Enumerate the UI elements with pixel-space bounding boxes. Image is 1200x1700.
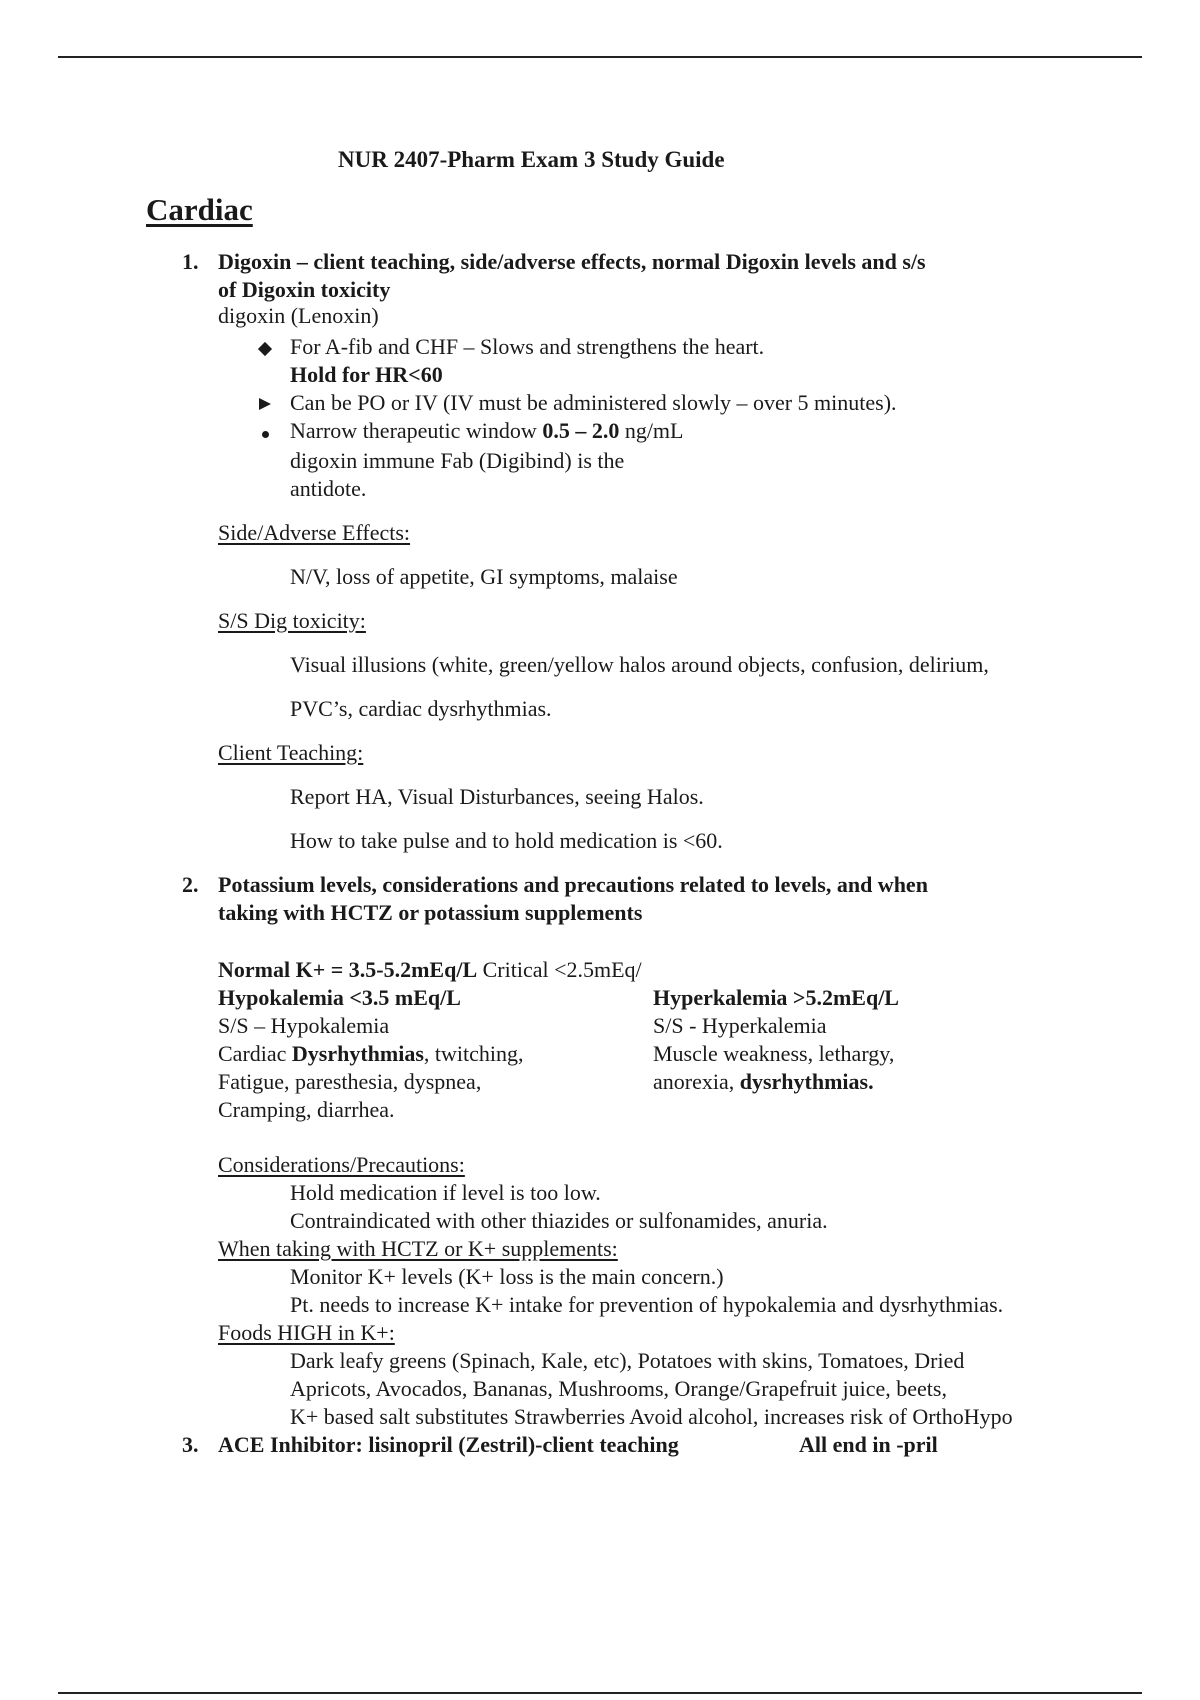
q2-hyper-ss: S/S - Hyperkalemia [653,1013,827,1038]
q2-heading-line1: Potassium levels, considerations and precautions related to levels, and when [218,872,928,897]
q2-foods-line3: K+ based salt substitutes Strawberries Avoid alcohol, increases risk of OrthoHypo [290,1404,1013,1429]
diamond-bullet-icon [252,333,278,361]
q2-hyper-line1: Muscle weakness, lethargy, [653,1041,895,1066]
q3-number: 3. [182,1432,199,1457]
q2-hypo-line1: Cardiac Dysrhythmias, twitching, [218,1041,524,1066]
q1-heading-line2: of Digoxin toxicity [218,277,391,302]
q2-hctz-line1: Monitor K+ levels (K+ loss is the main concern.) [290,1264,724,1289]
q1-teaching-line1: Report HA, Visual Disturbances, seeing Halos. [290,784,704,809]
q1-number: 1. [182,249,199,274]
q2-hypo-line2: Fatigue, paresthesia, dyspnea, [218,1069,482,1094]
q1-teaching-heading: Client Teaching: [218,740,364,765]
q1-toxicity-line2: PVC’s, cardiac dysrhythmias. [290,696,552,721]
section-title-cardiac: Cardiac [146,192,253,227]
q2-hctz-heading: When taking with HCTZ or K+ supplements: [218,1236,618,1261]
q2-normal-range: Normal K+ = 3.5-5.2mEq/L Critical <2.5mEq/ [218,957,642,982]
q2-hypo-ss: S/S – Hypokalemia [218,1013,390,1038]
dot-bullet-icon [252,417,278,445]
q3-note: All end in -pril [799,1432,938,1457]
q1-side-effects-text: N/V, loss of appetite, GI symptoms, malaise [290,564,678,589]
q2-hypo-title: Hypokalemia <3.5 mEq/L [218,985,461,1010]
q2-hctz-line2: Pt. needs to increase K+ intake for prevention of hypokalemia and dysrhythmias. [290,1292,1004,1317]
arrow-bullet-icon [252,389,278,417]
q2-foods-line1: Dark leafy greens (Spinach, Kale, etc), Potatoes with skins, Tomatoes, Dried [290,1348,965,1373]
q2-number: 2. [182,872,199,897]
q1-bullet3-line3: antidote. [290,476,367,501]
q2-foods-line2: Apricots, Avocados, Bananas, Mushrooms, Orange/Grapefruit juice, beets, [290,1376,947,1401]
q1-toxicity-heading: S/S Dig toxicity: [218,608,366,633]
q1-toxicity-line1: Visual illusions (white, green/yellow halos around objects, confusion, delirium, [290,652,989,677]
q1-side-effects-heading: Side/Adverse Effects: [218,520,411,545]
q1-bullet1-hold: Hold for HR<60 [290,362,443,387]
q1-teaching-line2: How to take pulse and to hold medication is <60. [290,828,723,853]
q2-considerations-line2: Contraindicated with other thiazides or sulfonamides, anuria. [290,1208,828,1233]
q1-drug-name: digoxin (Lenoxin) [218,303,379,328]
q2-hypo-line3: Cramping, diarrhea. [218,1097,395,1122]
q2-considerations-line1: Hold medication if level is too low. [290,1180,601,1205]
q2-hyper-line2: anorexia, dysrhythmias. [653,1069,874,1094]
q1-heading-line1: Digoxin – client teaching, side/adverse effects, normal Digoxin levels and s/s [218,249,926,274]
q2-heading-line2: taking with HCTZ or potassium supplements [218,900,643,925]
q1-bullet3-line1: Narrow therapeutic window 0.5 – 2.0 ng/mL [290,418,684,443]
q2-foods-heading: Foods HIGH in K+: [218,1320,395,1345]
q3-heading: ACE Inhibitor: lisinopril (Zestril)-client teaching [218,1432,679,1457]
document-title: NUR 2407-Pharm Exam 3 Study Guide [338,147,725,172]
q2-considerations-heading: Considerations/Precautions: [218,1152,465,1177]
q1-bullet2-text: Can be PO or IV (IV must be administered slowly – over 5 minutes). [290,390,897,415]
q1-bullet3-line2: digoxin immune Fab (Digibind) is the [290,448,625,473]
q1-bullet1-text: For A-fib and CHF – Slows and strengthens the heart. [290,334,765,359]
q2-hyper-title: Hyperkalemia >5.2mEq/L [653,985,899,1010]
